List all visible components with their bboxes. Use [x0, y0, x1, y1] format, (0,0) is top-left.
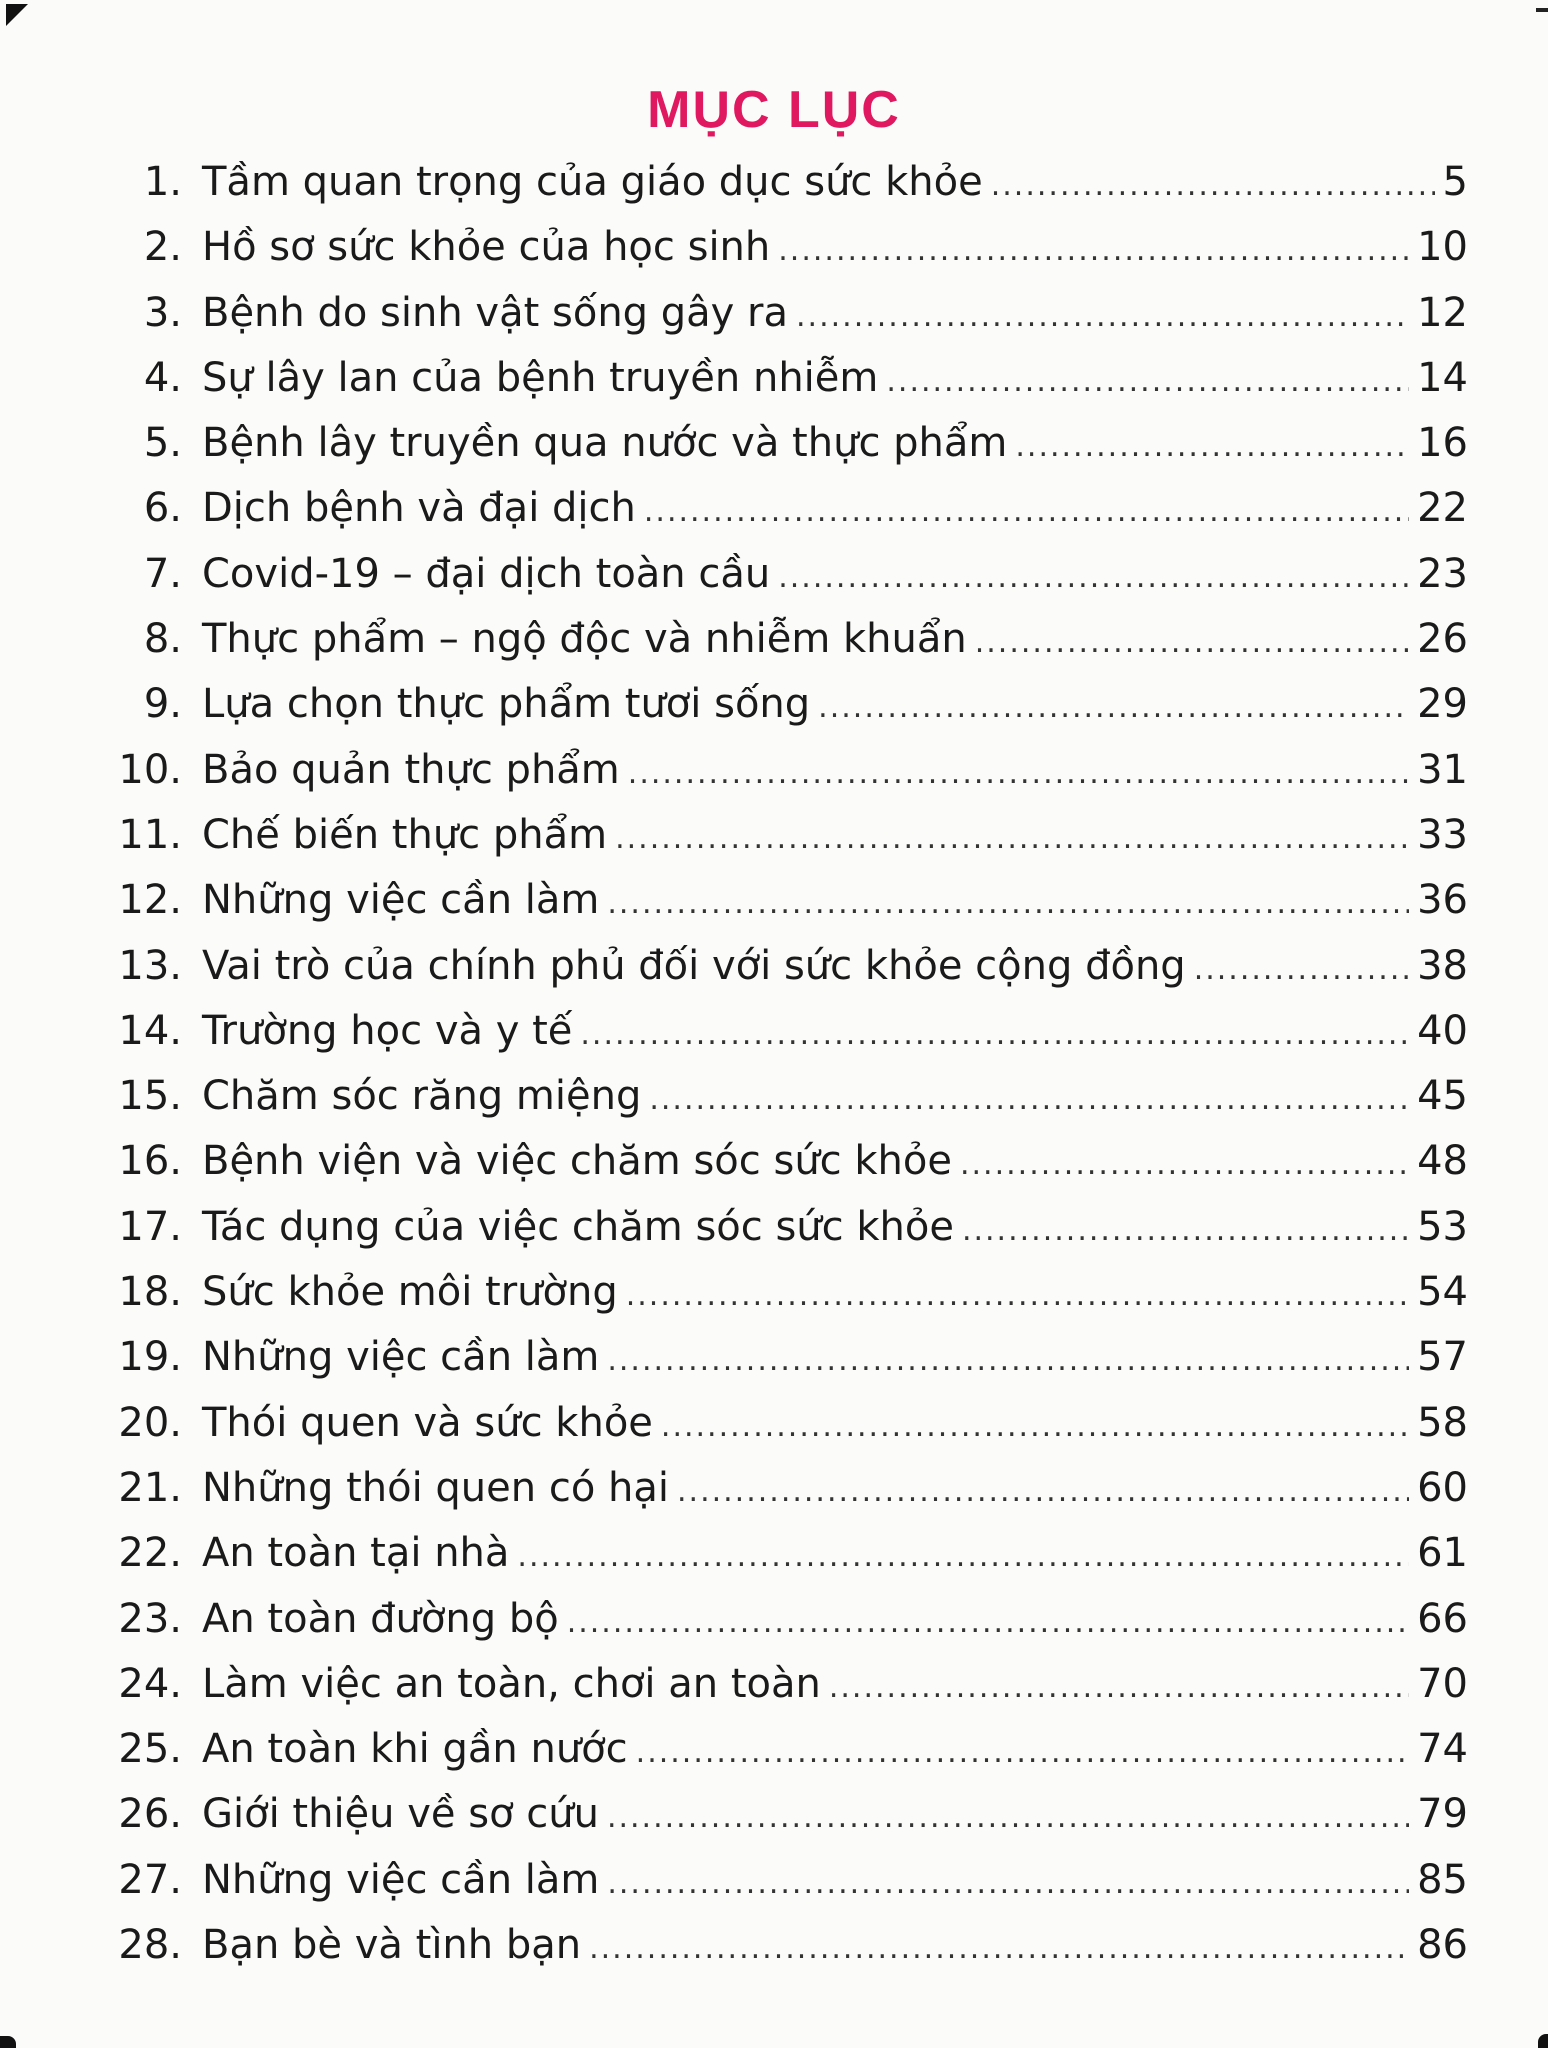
toc-entry-title: An toàn khi gần nước	[202, 1726, 628, 1773]
toc-entry-number: 20.	[118, 1399, 182, 1446]
page-corner-top-right	[1536, 8, 1548, 12]
toc-entry-dot-leader	[607, 1785, 1409, 1850]
toc-entry-dot-leader	[1015, 414, 1409, 479]
toc-entry-page-number: 23	[1417, 550, 1468, 597]
toc-entry-page-number: 38	[1417, 942, 1468, 989]
toc-entry-page-number: 53	[1417, 1203, 1468, 1250]
toc-entry-title: Giới thiệu về sơ cứu	[202, 1791, 599, 1838]
toc-entry-page-number: 33	[1417, 811, 1468, 858]
toc-entry-number: 4.	[143, 354, 182, 401]
page-corner-top-left	[6, 4, 28, 26]
toc-entry-7[interactable]	[100, 542, 1468, 607]
table-of-contents	[100, 150, 1468, 1978]
toc-entry-8[interactable]	[100, 607, 1468, 672]
toc-entry-number: 26.	[118, 1791, 182, 1838]
toc-entry-title: Sự lây lan của bệnh truyền nhiễm	[202, 354, 879, 401]
toc-entry-2[interactable]	[100, 215, 1468, 280]
toc-entry-number: 16.	[118, 1138, 182, 1185]
toc-entry-number: 17.	[118, 1203, 182, 1250]
toc-entry-dot-leader	[778, 545, 1409, 610]
toc-entry-title: Hồ sơ sức khỏe của học sinh	[202, 224, 771, 271]
toc-entry-dot-leader	[796, 284, 1409, 349]
toc-entry-dot-leader	[975, 610, 1409, 675]
toc-entry-page-number: 16	[1417, 420, 1468, 467]
toc-entry-title: Những thói quen có hại	[202, 1464, 669, 1511]
toc-entry-dot-leader	[818, 675, 1409, 740]
toc-entry-10[interactable]	[100, 738, 1468, 803]
toc-entry-number: 1.	[143, 159, 182, 205]
toc-entry-5[interactable]	[100, 411, 1468, 476]
page-corner-bottom-right	[1538, 2034, 1548, 2048]
page-corner-bottom-left	[0, 2036, 16, 2048]
toc-entry-number: 8.	[143, 616, 182, 663]
toc-entry-number: 2.	[143, 224, 182, 271]
toc-entry-18[interactable]	[100, 1260, 1468, 1325]
toc-entry-title: Bảo quản thực phẩm	[202, 746, 620, 793]
toc-entry-number: 24.	[118, 1660, 182, 1707]
toc-entry-page-number: 85	[1417, 1856, 1468, 1903]
toc-entry-17[interactable]	[100, 1195, 1468, 1260]
toc-entry-title: Sức khỏe môi trường	[202, 1269, 618, 1316]
toc-entry-4[interactable]	[100, 346, 1468, 411]
toc-entry-title: An toàn đường bộ	[202, 1595, 559, 1642]
toc-entry-number: 25.	[118, 1726, 182, 1773]
toc-entry-27[interactable]	[100, 1848, 1468, 1913]
toc-entry-title: Lựa chọn thực phẩm tươi sống	[202, 681, 811, 728]
toc-entry-dot-leader	[517, 1524, 1409, 1589]
toc-entry-14[interactable]	[100, 999, 1468, 1064]
toc-entry-number: 14.	[118, 1007, 182, 1054]
toc-entry-21[interactable]	[100, 1456, 1468, 1521]
toc-entry-number: 21.	[118, 1464, 182, 1511]
toc-entry-dot-leader	[589, 1916, 1409, 1981]
toc-entry-dot-leader	[626, 1263, 1409, 1328]
toc-entry-title: Bệnh do sinh vật sống gây ra	[202, 289, 789, 336]
toc-entry-dot-leader	[886, 349, 1409, 414]
toc-entry-number: 27.	[118, 1856, 182, 1903]
toc-entry-page-number: 54	[1417, 1269, 1468, 1316]
toc-entry-page-number: 86	[1417, 1922, 1468, 1969]
toc-entry-dot-leader	[644, 479, 1409, 544]
toc-entry-dot-leader	[615, 806, 1409, 871]
toc-entry-title: Những việc cần làm	[202, 1334, 600, 1381]
toc-entry-page-number: 66	[1417, 1595, 1468, 1642]
toc-entry-page-number: 79	[1417, 1791, 1468, 1838]
toc-entry-1[interactable]	[100, 150, 1468, 215]
toc-entry-page-number: 58	[1417, 1399, 1468, 1446]
toc-entry-title: Những việc cần làm	[202, 877, 600, 924]
toc-entry-23[interactable]	[100, 1587, 1468, 1652]
toc-entry-page-number: 29	[1417, 681, 1468, 728]
page-title: MỤC LỤC	[647, 81, 901, 139]
toc-entry-dot-leader	[962, 1198, 1409, 1263]
toc-entry-title: Thói quen và sức khỏe	[202, 1399, 653, 1446]
toc-entry-page-number: 60	[1417, 1464, 1468, 1511]
toc-entry-12[interactable]	[100, 868, 1468, 933]
toc-entry-3[interactable]	[100, 281, 1468, 346]
toc-entry-page-number: 57	[1417, 1334, 1468, 1381]
toc-entry-dot-leader	[960, 1132, 1409, 1197]
toc-entry-title: Trường học và y tế	[202, 1007, 573, 1054]
toc-entry-dot-leader	[1194, 937, 1409, 1002]
toc-entry-page-number: 5	[1442, 159, 1468, 205]
toc-entry-number: 15.	[118, 1073, 182, 1120]
toc-entry-6[interactable]	[100, 476, 1468, 541]
toc-entry-page-number: 45	[1417, 1073, 1468, 1120]
toc-entry-page-number: 10	[1417, 224, 1468, 271]
toc-entry-number: 10.	[118, 746, 182, 793]
toc-entry-page-number: 14	[1417, 354, 1468, 401]
toc-entry-title: Bệnh viện và việc chăm sóc sức khỏe	[202, 1138, 952, 1185]
toc-entry-number: 11.	[118, 811, 182, 858]
toc-entry-13[interactable]	[100, 934, 1468, 999]
toc-entry-number: 18.	[118, 1269, 182, 1316]
toc-entry-number: 9.	[143, 681, 182, 728]
toc-entry-dot-leader	[778, 218, 1409, 283]
toc-entry-number: 28.	[118, 1922, 182, 1969]
toc-entry-page-number: 26	[1417, 616, 1468, 663]
toc-entry-25[interactable]	[100, 1717, 1468, 1782]
toc-entry-dot-leader	[649, 1067, 1409, 1132]
toc-entry-title: Vai trò của chính phủ đối với sức khỏe cộng đồng	[202, 942, 1186, 989]
toc-entry-number: 12.	[118, 877, 182, 924]
toc-entry-page-number: 40	[1417, 1007, 1468, 1054]
toc-entry-page-number: 70	[1417, 1660, 1468, 1707]
toc-entry-number: 3.	[143, 289, 182, 336]
toc-entry-16[interactable]	[100, 1129, 1468, 1194]
toc-entry-title: Bạn bè và tình bạn	[202, 1922, 582, 1969]
toc-entry-title: Chăm sóc răng miệng	[202, 1073, 642, 1120]
toc-entry-22[interactable]	[100, 1521, 1468, 1586]
toc-entry-page-number: 31	[1417, 746, 1468, 793]
toc-entry-11[interactable]	[100, 803, 1468, 868]
toc-entry-title: Tác dụng của việc chăm sóc sức khỏe	[202, 1203, 954, 1250]
toc-entry-number: 6.	[143, 485, 182, 532]
toc-entry-number: 23.	[118, 1595, 182, 1642]
toc-entry-dot-leader	[580, 1002, 1409, 1067]
toc-entry-title: Dịch bệnh và đại dịch	[202, 485, 636, 532]
toc-entry-number: 7.	[143, 550, 182, 597]
toc-entry-title: Chế biến thực phẩm	[202, 811, 608, 858]
toc-entry-20[interactable]	[100, 1391, 1468, 1456]
toc-entry-24[interactable]	[100, 1652, 1468, 1717]
toc-entry-title: Làm việc an toàn, chơi an toàn	[202, 1660, 821, 1707]
toc-entry-dot-leader	[991, 153, 1435, 218]
toc-entry-page-number: 12	[1417, 289, 1468, 336]
toc-entry-dot-leader	[607, 1851, 1409, 1916]
toc-entry-dot-leader	[829, 1655, 1409, 1720]
toc-entry-9[interactable]	[100, 672, 1468, 737]
toc-entry-number: 5.	[143, 420, 182, 467]
toc-entry-dot-leader	[607, 871, 1409, 936]
toc-entry-dot-leader	[661, 1394, 1409, 1459]
toc-entry-dot-leader	[677, 1459, 1409, 1524]
toc-entry-15[interactable]	[100, 1064, 1468, 1129]
toc-entry-title: Bệnh lây truyền qua nước và thực phẩm	[202, 420, 1008, 467]
toc-entry-page-number: 36	[1417, 877, 1468, 924]
toc-entry-dot-leader	[628, 741, 1409, 806]
toc-entry-page-number: 22	[1417, 485, 1468, 532]
toc-entry-19[interactable]	[100, 1325, 1468, 1390]
toc-entry-28[interactable]	[100, 1913, 1468, 1978]
toc-entry-title: An toàn tại nhà	[202, 1530, 510, 1577]
toc-entry-title: Thực phẩm – ngộ độc và nhiễm khuẩn	[202, 616, 967, 663]
toc-entry-title: Tầm quan trọng của giáo dục sức khỏe	[202, 159, 983, 205]
toc-entry-page-number: 48	[1417, 1138, 1468, 1185]
toc-entry-number: 13.	[118, 942, 182, 989]
toc-entry-dot-leader	[636, 1720, 1409, 1785]
toc-entry-dot-leader	[607, 1328, 1409, 1393]
toc-entry-dot-leader	[567, 1590, 1409, 1655]
toc-entry-title: Covid-19 – đại dịch toàn cầu	[202, 550, 771, 597]
toc-entry-page-number: 74	[1417, 1726, 1468, 1773]
toc-entry-number: 19.	[118, 1334, 182, 1381]
toc-entry-page-number: 61	[1417, 1530, 1468, 1577]
toc-entry-title: Những việc cần làm	[202, 1856, 600, 1903]
toc-entry-number: 22.	[118, 1530, 182, 1577]
toc-entry-26[interactable]	[100, 1782, 1468, 1847]
